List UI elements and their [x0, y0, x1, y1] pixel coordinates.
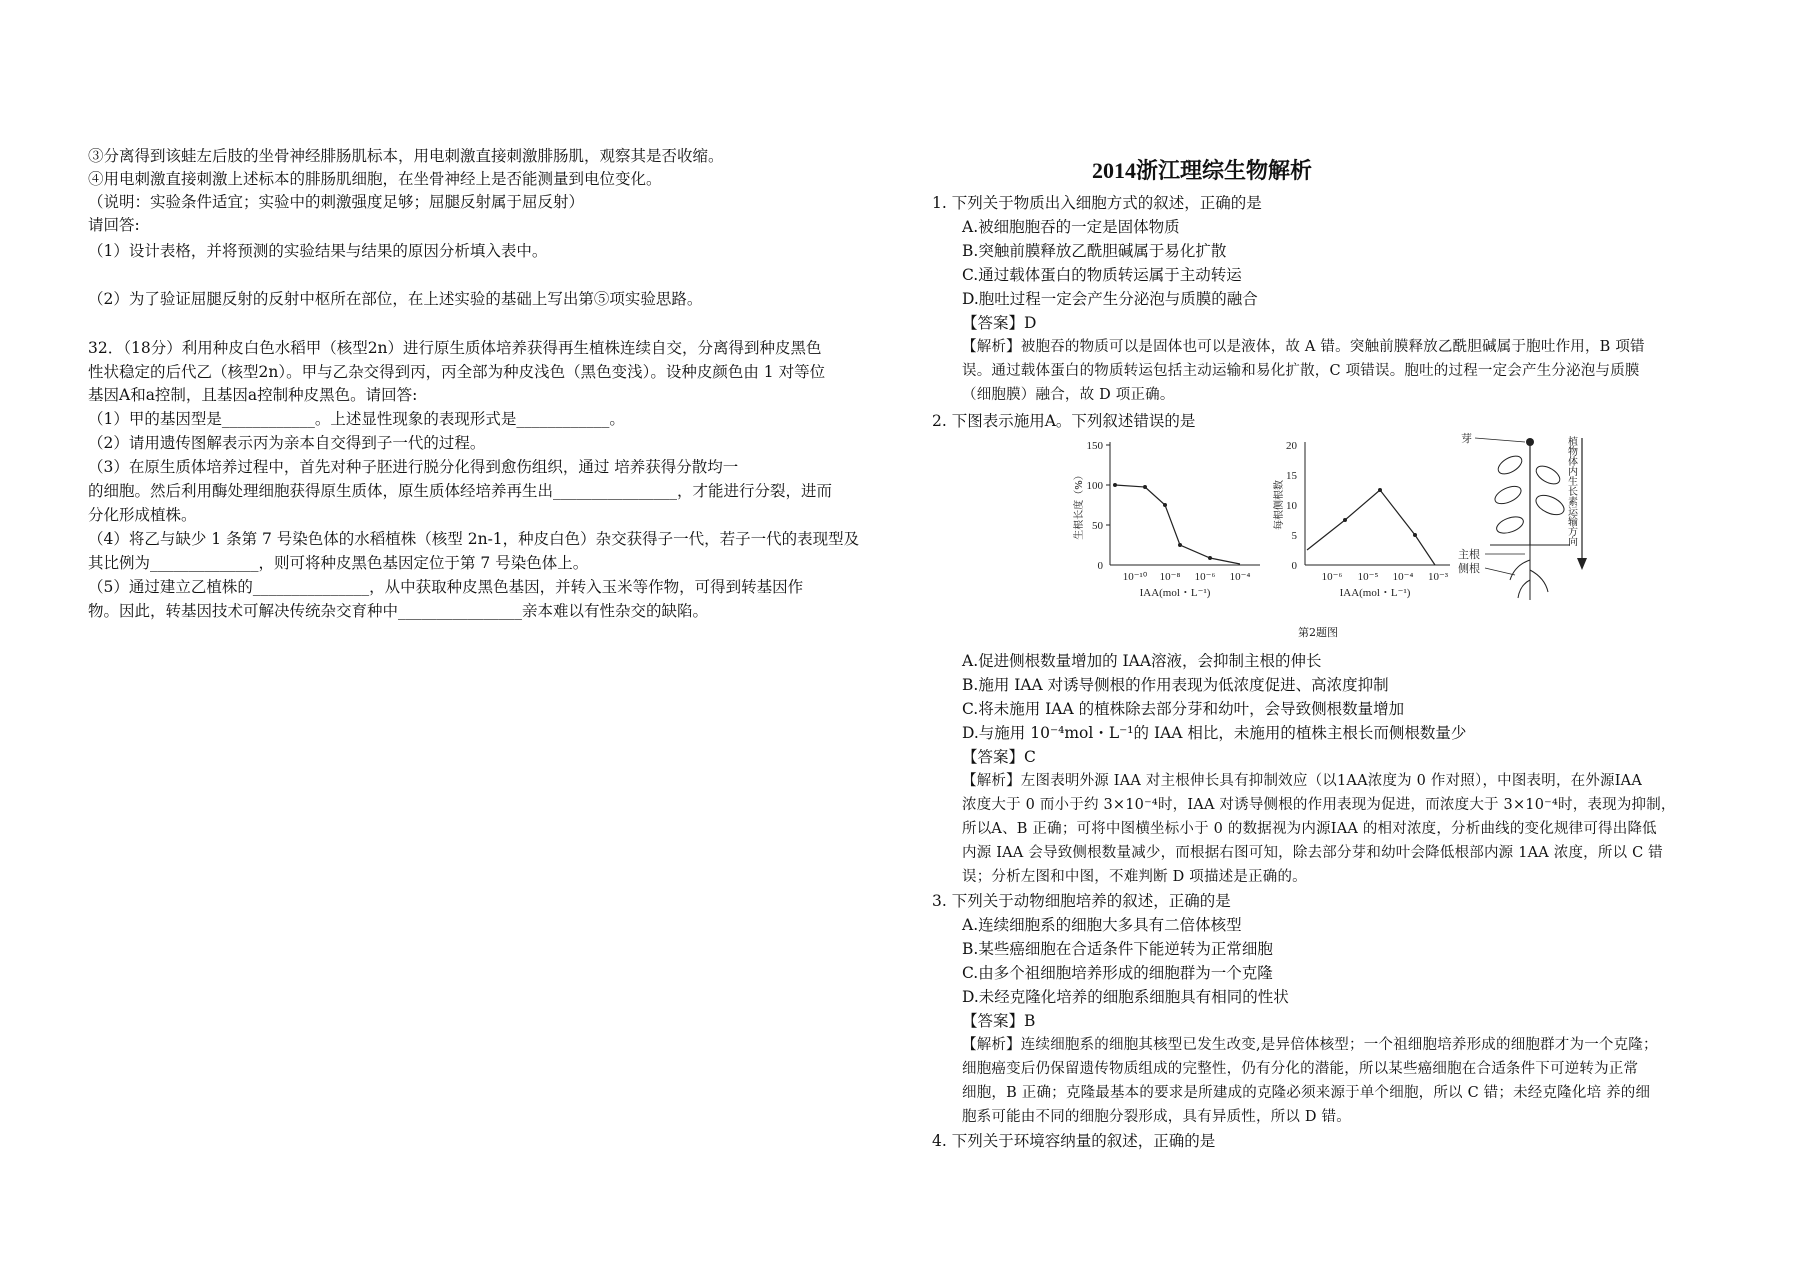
tick-label: 100 — [1086, 480, 1103, 492]
option: C.通过载体蛋白的物质转运属于主动转运 — [962, 266, 1242, 284]
text-line: 32．（18分）利用种皮白色水稻甲（核型2n）进行原生质体培养获得再生植株连续自交，分离得到种皮黑色 — [88, 339, 822, 357]
question-stem: 2. 下图表示施用A。下列叙述错误的是 — [932, 412, 1196, 430]
analysis-line: （细胞膜）融合，故 D 项正确。 — [962, 387, 1175, 403]
analysis-line: 【解析】连续细胞系的细胞其核型已发生改变,是异倍体核型；一个祖细胞培养形成的细胞群才为一个克隆； — [962, 1037, 1658, 1053]
tick-label: 150 — [1086, 440, 1103, 452]
chart-lateral-root-count — [1272, 440, 1450, 599]
text-line: （5）通过建立乙植株的_______________，从中获取种皮黑色基因，并转入玉米等作物，可得到转基因作 — [88, 578, 804, 596]
option: C.由多个祖细胞培养形成的细胞群为一个克隆 — [962, 964, 1273, 982]
tick-label: 10⁻¹⁰ — [1122, 571, 1148, 583]
text-line: 分化形成植株。 — [88, 506, 197, 524]
option: A.被细胞胞吞的一定是固体物质 — [962, 218, 1180, 236]
text-line: 物。因此，转基因技术可解决传统杂交育种中________________亲本难以有性杂交的缺陷。 — [88, 602, 709, 620]
page-title: 2014浙江理综生物解析 — [1092, 158, 1313, 183]
text-line: 的细胞。然后利用酶处理细胞获得原生质体，原生质体经培养再生出________________，才能进行分裂，进而 — [88, 482, 833, 500]
analysis-line: 【解析】左图表明外源 IAA 对主根伸长具有抑制效应（以1AA浓度为 0 作对照），中图表明，在外源IAA — [962, 773, 1643, 789]
axis-label: 每根侧根数 — [1274, 480, 1285, 530]
option: A.促进侧根数量增加的 IAA溶液，会抑制主根的伸长 — [962, 652, 1322, 670]
tick-label: 15 — [1286, 470, 1297, 482]
option: B.突触前膜释放乙酰胆碱属于易化扩散 — [962, 242, 1227, 260]
tick-label: 10⁻⁶ — [1321, 571, 1343, 583]
analysis-line: 细胞癌变后仍保留遗传物质组成的完整性，仍有分化的潜能，所以某些癌细胞在合适条件下可逆转为正常 — [962, 1061, 1639, 1077]
question-stem: 1. 下列关于物质出入细胞方式的叙述，正确的是 — [932, 194, 1262, 212]
axis-label: 生根长度（%） — [1074, 470, 1085, 540]
option: D.胞吐过程一定会产生分泌泡与质膜的融合 — [962, 290, 1258, 308]
tick-label: 10⁻⁸ — [1159, 571, 1181, 583]
label-lateral-root: 侧根 — [1458, 563, 1480, 575]
text-line: 请回答: — [88, 216, 140, 234]
tick-label: 0 — [1291, 560, 1297, 572]
text-line: 基因A和a控制，且基因a控制种皮黑色。请回答: — [88, 386, 418, 404]
tick-label: 0 — [1097, 560, 1103, 572]
analysis-line: 浓度大于 0 而小于约 3×10⁻⁴时，IAA 对诱导侧根的作用表现为促进，而浓度大于 3×10⁻⁴时，表现为抑制， — [962, 797, 1676, 813]
analysis-line: 胞系可能由不同的细胞分裂形成，具有异质性，所以 D 错。 — [962, 1109, 1351, 1125]
tick-label: 10⁻⁴ — [1392, 571, 1414, 583]
arrow-text: 植物体内生长素运输方向 — [1568, 437, 1578, 548]
text-line: （2）请用遗传图解表示丙为亲本自交得到子一代的过程。 — [88, 434, 486, 452]
analysis-line: 误；分析左图和中图，不难判断 D 项描述是正确的。 — [962, 869, 1307, 885]
axis-label: IAA(mol・L⁻¹) — [1139, 587, 1211, 599]
tick-label: 10⁻⁵ — [1357, 571, 1379, 583]
text-line: 性状稳定的后代乙（核型2n）。甲与乙杂交得到丙，丙全部为种皮浅色（黑色变浅）。设种皮颜色由 1 对等位 — [88, 363, 826, 381]
option: D.未经克隆化培养的细胞系细胞具有相同的性状 — [962, 988, 1289, 1006]
text-line: （1）设计表格，并将预测的实验结果与结果的原因分析填入表中。 — [88, 242, 548, 260]
tick-label: 50 — [1092, 520, 1103, 532]
option: D.与施用 10⁻⁴mol・L⁻¹的 IAA 相比，未施用的植株主根长而侧根数量少 — [962, 724, 1467, 742]
axis-label: IAA(mol・L⁻¹) — [1339, 587, 1411, 599]
text-line: （4）将乙与缺少 1 条第 7 号染色体的水稻植株（核型 2n-1，种皮白色）杂交获得子一代，若子一代的表现型及 — [88, 530, 860, 548]
text-line: （2）为了验证屈腿反射的反射中枢所在部位，在上述实验的基础上写出第⑤项实验思路。 — [88, 290, 703, 308]
tick-label: 10⁻⁶ — [1194, 571, 1216, 583]
tick-label: 10⁻³ — [1427, 571, 1449, 583]
analysis-line: 内源 IAA 会导致侧根数量减少，而根据右图可知，除去部分芽和幼叶会降低根部内源 1AA 浓度，所以 C 错 — [962, 845, 1663, 861]
option: A.连续细胞系的细胞大多具有二倍体核型 — [962, 916, 1242, 934]
answer: 【答案】D — [962, 314, 1037, 332]
text-line: ④用电刺激直接刺激上述标本的腓肠肌细胞，在坐骨神经上是否能测量到电位变化。 — [88, 170, 662, 188]
question-stem: 4. 下列关于环境容纳量的叙述，正确的是 — [932, 1132, 1216, 1150]
answer: 【答案】B — [962, 1012, 1036, 1030]
analysis-line: 误。通过载体蛋白的物质转运包括主动运输和易化扩散，C 项错误。胞吐的过程一定会产生分泌泡与质膜 — [962, 363, 1640, 379]
tick-label: 20 — [1286, 440, 1297, 452]
figure-caption: 第2题图 — [1298, 626, 1338, 639]
chart-main-root-length — [1072, 440, 1260, 599]
label-bud: 芽 — [1461, 433, 1472, 445]
tick-label: 10⁻⁴ — [1229, 571, 1251, 583]
text-line: （说明：实验条件适宜；实验中的刺激强度足够；屈腿反射属于屈反射） — [88, 193, 585, 211]
text-line: （1）甲的基因型是____________。上述显性现象的表现形式是____________。 — [88, 410, 625, 428]
option: B.施用 IAA 对诱导侧根的作用表现为低浓度促进、高浓度抑制 — [962, 676, 1389, 694]
tick-label: 5 — [1291, 530, 1297, 542]
tick-label: 10 — [1286, 500, 1297, 512]
analysis-line: 细胞，B 正确；克隆最基本的要求是所建成的克隆必须来源于单个细胞，所以 C 错；未经克隆化培 养的细 — [962, 1085, 1651, 1101]
analysis-line: 【解析】被胞吞的物质可以是固体也可以是液体，故 A 错。突触前膜释放乙酰胆碱属于胞吐作用，B 项错 — [962, 339, 1645, 355]
text-line: （3）在原生质体培养过程中，首先对种子胚进行脱分化得到愈伤组织，通过 培养获得分散均一 — [88, 458, 739, 476]
question-stem: 3. 下列关于动物细胞培养的叙述，正确的是 — [932, 892, 1231, 910]
answer: 【答案】C — [962, 748, 1036, 766]
bud-dot — [1526, 438, 1534, 446]
label-main-root: 主根 — [1458, 549, 1480, 561]
figure-q2 — [1070, 430, 1590, 642]
analysis-line: 所以A、B 正确；可将中图横坐标小于 0 的数据视为内源IAA 的相对浓度，分析曲线的变化规律可得出降低 — [962, 821, 1657, 837]
option: C.将未施用 IAA 的植株除去部分芽和幼叶，会导致侧根数量增加 — [962, 700, 1405, 718]
text-line: ③分离得到该蛙左后肢的坐骨神经腓肠肌标本，用电刺激直接刺激腓肠肌，观察其是否收缩。 — [88, 147, 724, 165]
option: B.某些癌细胞在合适条件下能逆转为正常细胞 — [962, 940, 1273, 958]
text-line: 其比例为______________，则可将种皮黑色基因定位于第 7 号染色体上。 — [88, 554, 589, 572]
